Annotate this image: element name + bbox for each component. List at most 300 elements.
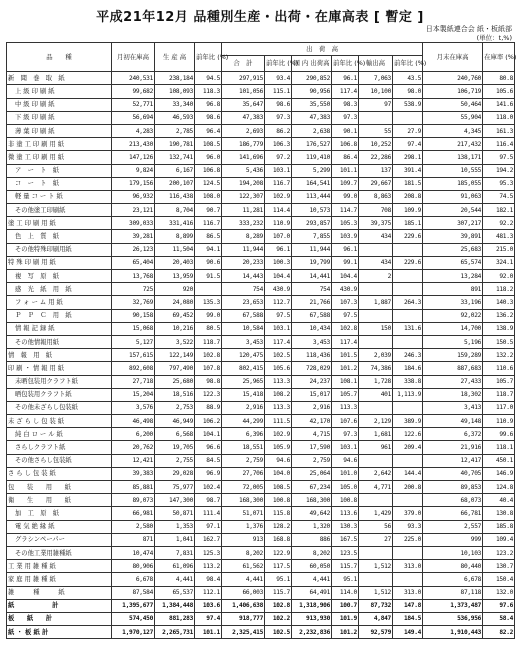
cell-value: 106.3: [265, 138, 292, 151]
row-label: コ ー ト 紙: [7, 177, 112, 190]
table-body: [7, 72, 515, 639]
cell-value: 40.4: [483, 494, 515, 507]
cell-value: 97.3: [265, 111, 292, 124]
cell-value: 797,490: [155, 362, 195, 375]
cell-value: 98.8: [195, 375, 222, 388]
cell-value: [359, 309, 393, 322]
cell-value: 8,863: [359, 190, 393, 203]
cell-value: 147.8: [393, 599, 423, 612]
cell-value: 27,706: [222, 467, 265, 480]
cell-value: 114.7: [332, 204, 359, 217]
cell-value: 20,762: [112, 441, 155, 454]
cell-value: 892,608: [112, 362, 155, 375]
cell-value: 67,588: [222, 309, 265, 322]
cell-value: 65,574: [423, 256, 483, 269]
row-label: 家 庭 用 雑 種 紙: [7, 573, 112, 586]
cell-value: 96.4: [195, 124, 222, 137]
cell-value: 122,149: [155, 349, 195, 362]
cell-value: 123.2: [483, 546, 515, 559]
organization-label: 日本製紙連合会 紙・板紙部: [425, 25, 512, 33]
cell-value: 10,434: [292, 322, 332, 335]
cell-value: 94.6: [265, 454, 292, 467]
table-row: [7, 560, 515, 573]
cell-value: 10,103: [423, 546, 483, 559]
cell-value: [359, 283, 393, 296]
cell-value: 913,930: [292, 612, 332, 625]
cell-value: 102.2: [265, 612, 292, 625]
cell-value: 112.1: [195, 586, 222, 599]
cell-value: 91.5: [195, 270, 222, 283]
cell-value: [359, 546, 393, 559]
cell-value: 217,432: [423, 138, 483, 151]
cell-value: 10,100: [359, 85, 393, 98]
table-row: [7, 467, 515, 480]
cell-value: 1,373,487: [423, 599, 483, 612]
cell-value: 95.1: [332, 573, 359, 586]
cell-value: 97.2: [265, 151, 292, 164]
cell-value: 229.6: [393, 230, 423, 243]
cell-value: 162.7: [195, 533, 222, 546]
cell-value: 102.5: [265, 626, 292, 639]
cell-value: 20,233: [222, 256, 265, 269]
row-label: ア ー ト 紙: [7, 164, 112, 177]
cell-value: 47,383: [292, 111, 332, 124]
cell-value: 194.2: [483, 164, 515, 177]
cell-value: 39,891: [423, 230, 483, 243]
cell-value: 96.8: [195, 98, 222, 111]
cell-value: 20,403: [155, 256, 195, 269]
cell-value: 23,653: [222, 296, 265, 309]
cell-value: 10,252: [359, 138, 393, 151]
cell-value: 5,196: [423, 335, 483, 348]
row-label: さらしクラフト紙: [7, 441, 112, 454]
cell-value: 313.0: [393, 586, 423, 599]
cell-value: [359, 111, 393, 124]
cell-value: 90.6: [195, 256, 222, 269]
cell-value: 7,855: [292, 230, 332, 243]
table-row: [7, 573, 515, 586]
cell-value: 290,852: [292, 72, 332, 85]
cell-value: [195, 283, 222, 296]
cell-value: 168,300: [222, 494, 265, 507]
header-inventory-rate: 在庫率 (%): [483, 43, 515, 72]
cell-value: 90,158: [112, 309, 155, 322]
row-label: 感 光 紙 用 紙: [7, 283, 112, 296]
table-row: [7, 481, 515, 494]
cell-value: 39,375: [359, 217, 393, 230]
cell-value: 181.5: [393, 177, 423, 190]
cell-value: 102.9: [265, 428, 292, 441]
cell-value: 141,696: [222, 151, 265, 164]
table-row: [7, 190, 515, 203]
cell-value: 122.9: [265, 546, 292, 559]
cell-value: 61,562: [222, 560, 265, 573]
cell-value: 103.1: [265, 164, 292, 177]
cell-value: 18,551: [222, 441, 265, 454]
cell-value: 106.8: [195, 164, 222, 177]
cell-value: 18,516: [155, 388, 195, 401]
cell-value: 1,041: [155, 533, 195, 546]
cell-value: 19,799: [292, 256, 332, 269]
cell-value: 46,593: [155, 111, 195, 124]
cell-value: 66,781: [423, 507, 483, 520]
cell-value: 87,732: [359, 599, 393, 612]
cell-value: 13,768: [112, 270, 155, 283]
cell-value: 96.1: [265, 243, 292, 256]
cell-value: 324.1: [483, 256, 515, 269]
table-row: [7, 415, 515, 428]
cell-value: 86.4: [332, 151, 359, 164]
cell-value: 150: [359, 322, 393, 335]
cell-value: 307,217: [423, 217, 483, 230]
cell-value: 29,028: [155, 467, 195, 480]
row-label: 新 聞 巻 取 紙: [7, 72, 112, 85]
cell-value: 12,421: [112, 454, 155, 467]
cell-value: 98.7: [195, 494, 222, 507]
header-item: 品 種: [7, 43, 112, 72]
row-label: フ ォ ー ム 用 紙: [7, 296, 112, 309]
table-row: [7, 349, 515, 362]
cell-value: 117.5: [265, 560, 292, 573]
cell-value: 3,453: [222, 335, 265, 348]
cell-value: 246.3: [393, 349, 423, 362]
cell-value: 97.5: [483, 151, 515, 164]
header-export: 輸出高: [359, 56, 393, 72]
cell-value: 104.4: [265, 270, 292, 283]
cell-value: 108.0: [195, 190, 222, 203]
cell-value: 190,781: [155, 138, 195, 151]
cell-value: 8,202: [222, 546, 265, 559]
cell-value: [359, 454, 393, 467]
table-row: [7, 72, 515, 85]
table-row: [7, 428, 515, 441]
cell-value: 389.9: [393, 415, 423, 428]
cell-value: 118,436: [292, 349, 332, 362]
cell-value: 94.6: [332, 454, 359, 467]
cell-value: 95.1: [265, 573, 292, 586]
cell-value: 117.4: [332, 335, 359, 348]
cell-value: 56: [359, 520, 393, 533]
cell-value: 24,237: [292, 375, 332, 388]
table-row: [7, 270, 515, 283]
cell-value: 11,944: [292, 243, 332, 256]
cell-value: 10,573: [292, 204, 332, 217]
cell-value: 35,550: [292, 98, 332, 111]
cell-value: 96.1: [332, 72, 359, 85]
cell-value: 52,771: [112, 98, 155, 111]
cell-value: 72,005: [222, 481, 265, 494]
cell-value: 101.1: [332, 164, 359, 177]
cell-value: 17,590: [292, 441, 332, 454]
cell-value: 434: [359, 256, 393, 269]
cell-value: 114.4: [265, 204, 292, 217]
row-label: 軽 量 コ ー ト 紙: [7, 190, 112, 203]
cell-value: [359, 401, 393, 414]
cell-value: 97.3: [332, 111, 359, 124]
cell-value: 200.8: [393, 481, 423, 494]
cell-value: [393, 454, 423, 467]
row-label: その他塗工印刷紙: [7, 204, 112, 217]
cell-value: 1,429: [359, 507, 393, 520]
cell-value: 391.4: [393, 164, 423, 177]
cell-value: 4,847: [359, 612, 393, 625]
cell-value: 125.3: [195, 546, 222, 559]
cell-value: 297,915: [222, 72, 265, 85]
cell-value: 105.3: [332, 217, 359, 230]
cell-value: 10,216: [155, 322, 195, 335]
cell-value: 92,579: [359, 626, 393, 639]
cell-value: 100.3: [265, 256, 292, 269]
cell-value: 105.7: [332, 388, 359, 401]
cell-value: 1,384,448: [155, 599, 195, 612]
cell-value: 113,444: [292, 190, 332, 203]
cell-value: 113.6: [332, 507, 359, 520]
row-label: その他特殊印刷用紙: [7, 243, 112, 256]
row-label: 微 塗 工 印 刷 用 紙: [7, 151, 112, 164]
cell-value: 97.6: [483, 599, 515, 612]
cell-value: 101.5: [332, 349, 359, 362]
row-label: 複 写 原 紙: [7, 270, 112, 283]
cell-value: 15,068: [112, 322, 155, 335]
cell-value: 101.0: [332, 467, 359, 480]
row-label: Ｐ Ｐ Ｃ 用 紙: [7, 309, 112, 322]
cell-value: 108,093: [155, 85, 195, 98]
cell-value: 94.5: [195, 72, 222, 85]
cell-value: 80.5: [195, 322, 222, 335]
row-label: 塗 工 印 刷 用 紙: [7, 217, 112, 230]
cell-value: 66,981: [112, 507, 155, 520]
cell-value: 6,372: [423, 428, 483, 441]
cell-value: 123.5: [332, 546, 359, 559]
cell-value: 115.8: [265, 507, 292, 520]
cell-value: 481.3: [483, 230, 515, 243]
table-row: [7, 335, 515, 348]
cell-value: 105.0: [332, 481, 359, 494]
cell-value: 11,281: [222, 204, 265, 217]
cell-value: 46,949: [155, 415, 195, 428]
cell-value: 6,396: [222, 428, 265, 441]
cell-value: 99,682: [112, 85, 155, 98]
cell-value: 8,704: [155, 204, 195, 217]
cell-value: 105.6: [483, 85, 515, 98]
table-row: [7, 322, 515, 335]
cell-value: 2: [359, 270, 393, 283]
table-row: [7, 309, 515, 322]
cell-value: 754: [292, 283, 332, 296]
row-label: 紙 計: [7, 599, 112, 612]
cell-value: 140.3: [483, 296, 515, 309]
cell-value: [359, 573, 393, 586]
cell-value: 64,491: [292, 586, 332, 599]
table-row: [7, 401, 515, 414]
cell-value: 3,522: [155, 335, 195, 348]
cell-value: 2,759: [222, 454, 265, 467]
cell-value: 161.3: [483, 124, 515, 137]
cell-value: 708: [359, 204, 393, 217]
row-label: 加 工 原 紙: [7, 507, 112, 520]
cell-value: 184.6: [393, 362, 423, 375]
cell-value: 82.2: [483, 626, 515, 639]
cell-value: 379.0: [393, 507, 423, 520]
cell-value: 118.3: [195, 85, 222, 98]
table-row: [7, 124, 515, 137]
cell-value: 56,694: [112, 111, 155, 124]
row-label: 薄 葉 印 刷 紙: [7, 124, 112, 137]
cell-value: 4,441: [222, 573, 265, 586]
table-row: [7, 599, 515, 612]
cell-value: 1,353: [155, 520, 195, 533]
cell-value: 97.5: [265, 309, 292, 322]
cell-value: 50,871: [155, 507, 195, 520]
cell-value: 98.3: [332, 98, 359, 111]
cell-value: 2,580: [112, 520, 155, 533]
cell-value: 135.3: [195, 296, 222, 309]
cell-value: [393, 401, 423, 414]
cell-value: 150.4: [483, 573, 515, 586]
table-row: [7, 256, 515, 269]
table-row: [7, 85, 515, 98]
cell-value: 4,345: [423, 124, 483, 137]
cell-value: 47,383: [222, 111, 265, 124]
cell-value: [393, 270, 423, 283]
cell-value: 2,265,731: [155, 626, 195, 639]
cell-value: 1,113.9: [393, 388, 423, 401]
cell-value: 21,916: [423, 441, 483, 454]
cell-value: 138.9: [483, 322, 515, 335]
cell-value: 108.1: [332, 375, 359, 388]
cell-value: 44,299: [222, 415, 265, 428]
table-row: [7, 296, 515, 309]
cell-value: 430.9: [332, 283, 359, 296]
row-label: グラシンペーパー: [7, 533, 112, 546]
cell-value: 108.5: [265, 481, 292, 494]
cell-value: 19,705: [155, 441, 195, 454]
row-label: 中 級 印 刷 紙: [7, 98, 112, 111]
cell-value: 106.8: [332, 138, 359, 151]
table-row: [7, 98, 515, 111]
cell-value: 2,232,836: [292, 626, 332, 639]
table-row: [7, 217, 515, 230]
cell-value: [393, 494, 423, 507]
cell-value: 101.1: [195, 626, 222, 639]
row-label: 情 報 用 紙: [7, 349, 112, 362]
cell-value: 4,441: [292, 573, 332, 586]
cell-value: 102.9: [265, 190, 292, 203]
cell-value: 40,705: [423, 467, 483, 480]
header-domestic-yoy: 前年比 (%): [332, 56, 359, 72]
cell-value: 74,386: [359, 362, 393, 375]
cell-value: 24,080: [155, 296, 195, 309]
cell-value: 101.9: [332, 612, 359, 625]
table-row: [7, 533, 515, 546]
cell-value: 106.2: [195, 415, 222, 428]
cell-value: 113.3: [332, 401, 359, 414]
cell-value: 109.9: [393, 204, 423, 217]
cell-value: 80,906: [112, 560, 155, 573]
cell-value: 102.8: [332, 322, 359, 335]
cell-value: 2,129: [359, 415, 393, 428]
row-label: その他情報用紙: [7, 335, 112, 348]
cell-value: 100.8: [332, 494, 359, 507]
cell-value: 116.4: [483, 138, 515, 151]
cell-value: 87,118: [423, 586, 483, 599]
cell-value: 141.6: [483, 98, 515, 111]
cell-value: 118.7: [195, 335, 222, 348]
cell-value: 116.7: [195, 217, 222, 230]
header-domestic: 国 内 出荷高: [292, 56, 332, 72]
cell-value: 117.4: [332, 85, 359, 98]
cell-value: 103.1: [332, 441, 359, 454]
cell-value: 116,438: [155, 190, 195, 203]
row-label: 上 級 印 刷 紙: [7, 85, 112, 98]
cell-value: 101.2: [332, 626, 359, 639]
cell-value: 293,857: [292, 217, 332, 230]
cell-value: 43.5: [393, 72, 423, 85]
cell-value: 2,753: [155, 401, 195, 414]
cell-value: 50,464: [423, 98, 483, 111]
cell-value: 5,436: [222, 164, 265, 177]
cell-value: 69,452: [155, 309, 195, 322]
cell-value: 2,693: [222, 124, 265, 137]
row-label: 晒包装用クラフト紙: [7, 388, 112, 401]
row-label: その他工業用雑種紙: [7, 546, 112, 559]
cell-value: 338.8: [393, 375, 423, 388]
row-label: 電 気 絶 縁 紙: [7, 520, 112, 533]
cell-value: 98.0: [393, 85, 423, 98]
cell-value: 118.1: [483, 441, 515, 454]
cell-value: 331,416: [155, 217, 195, 230]
cell-value: 215.0: [483, 243, 515, 256]
table-row: [7, 243, 515, 256]
cell-value: 147,126: [112, 151, 155, 164]
cell-value: 240,531: [112, 72, 155, 85]
cell-value: 9,824: [112, 164, 155, 177]
cell-value: 1,970,127: [112, 626, 155, 639]
cell-value: 110.6: [483, 362, 515, 375]
cell-value: 8,899: [155, 230, 195, 243]
cell-value: 918,777: [222, 612, 265, 625]
cell-value: 113.2: [195, 560, 222, 573]
cell-value: 116.7: [265, 177, 292, 190]
cell-value: 208.8: [393, 190, 423, 203]
cell-value: 98.6: [195, 111, 222, 124]
cell-value: 84.5: [195, 454, 222, 467]
cell-value: 104.1: [195, 428, 222, 441]
cell-value: 104.4: [332, 270, 359, 283]
cell-value: 98.6: [265, 98, 292, 111]
cell-value: 138,171: [423, 151, 483, 164]
cell-value: [359, 243, 393, 256]
cell-value: 97.4: [393, 138, 423, 151]
cell-value: 66,003: [222, 586, 265, 599]
cell-value: 12,417: [423, 454, 483, 467]
cell-value: 110.9: [483, 415, 515, 428]
cell-value: 118.7: [483, 388, 515, 401]
cell-value: 106,719: [423, 85, 483, 98]
cell-value: 149.4: [393, 626, 423, 639]
cell-value: 65,537: [155, 586, 195, 599]
cell-value: 11,504: [155, 243, 195, 256]
cell-value: 147,300: [155, 494, 195, 507]
cell-value: 94.1: [195, 243, 222, 256]
cell-value: 8,202: [292, 546, 332, 559]
cell-value: 115.7: [332, 560, 359, 573]
table-row: [7, 546, 515, 559]
row-label: 非 塗 工 印 刷 用 紙: [7, 138, 112, 151]
cell-value: 1,910,443: [423, 626, 483, 639]
cell-value: 23,121: [112, 204, 155, 217]
cell-value: 109.7: [332, 177, 359, 190]
